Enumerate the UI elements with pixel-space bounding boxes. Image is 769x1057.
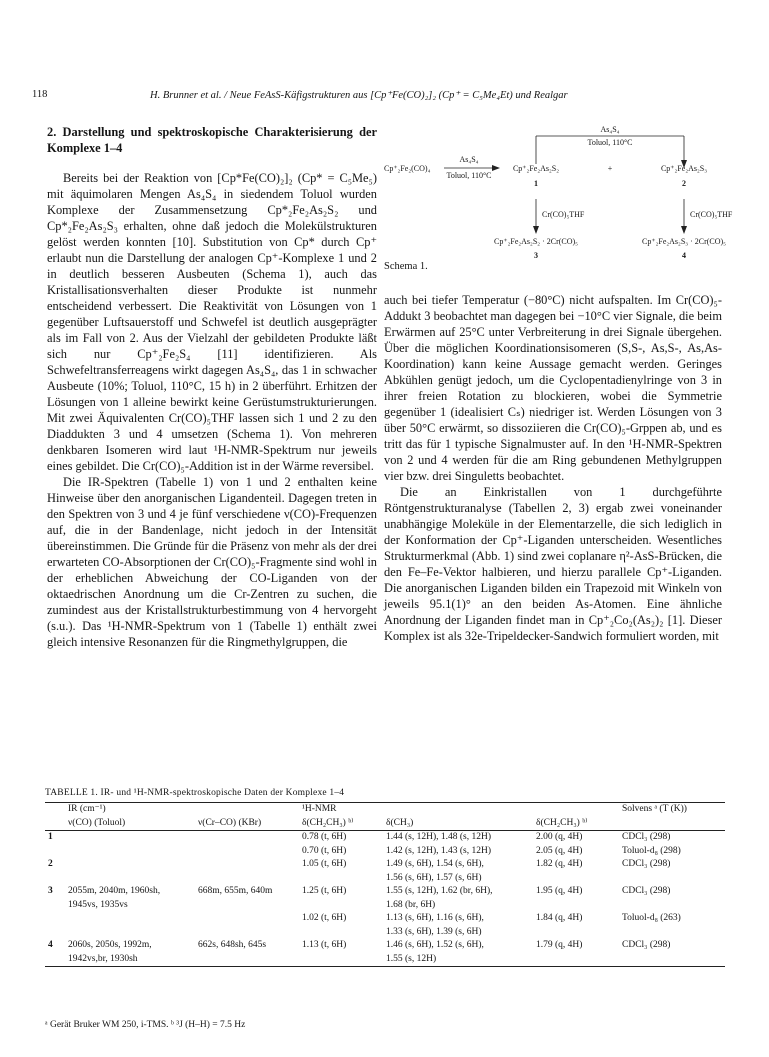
cell-id xyxy=(45,845,65,859)
table-header-solvent-sub xyxy=(619,817,725,831)
table-row xyxy=(45,831,725,845)
cell-solv: CDCl₃ (298) xyxy=(622,859,671,869)
cell-d3 xyxy=(533,926,619,940)
scheme-number-1: 1 xyxy=(534,179,538,188)
cell-nuco xyxy=(65,912,195,926)
table-header-nu-co: ν(CO) (Toluol) xyxy=(68,817,126,828)
cell-solv xyxy=(619,899,725,913)
cell-nuco: 1945vs, 1935vs xyxy=(68,899,128,910)
table-header-ch3: δ(CH₃) xyxy=(386,817,414,828)
left-column xyxy=(47,124,377,650)
table-row xyxy=(45,845,725,859)
cell-d1 xyxy=(299,953,383,967)
cell-nucrco xyxy=(195,845,299,859)
cell-nucrco xyxy=(195,858,299,872)
table-header-id xyxy=(45,817,65,831)
cell-id xyxy=(45,899,65,913)
cell-nuco: 1942vs,br, 1930sh xyxy=(68,953,138,964)
table-row xyxy=(45,939,725,953)
cell-d2: 1.13 (s, 6H), 1.16 (s, 6H), xyxy=(386,913,484,923)
cell-solv: Toluol-d₈ (298) xyxy=(622,845,681,856)
table-row xyxy=(45,858,725,872)
cell-nuco xyxy=(65,845,195,859)
cell-solv xyxy=(619,872,725,886)
table-footnote: ᵃ Gerät Bruker WM 250, i-TMS. ᵇ ³J (H–H) = 7.5 Hz xyxy=(45,1020,246,1030)
cell-nucrco xyxy=(195,912,299,926)
cell-d1: 1.05 (t, 6H) xyxy=(302,859,347,869)
table-group-solvent: Solvens ᵃ (T (K)) xyxy=(622,804,687,814)
cell-nuco xyxy=(65,872,195,886)
paragraph-right-1: auch bei tiefer Temperatur (−80°C) nicht aufspalten. Im Cr(CO)₅-Addukt 3 beobachtet man dagegen bei −10°C vier Signale, die beim Erwärmen auf 25°C unter Verbreiterung in drei Signale übergehen. Über die möglichen Koordinationsisomeren (S,S-, As,S-, As,As-Koordination) kann keine Aussage gemacht werden. Geringes Abkühlen genügt jedoch, um die Cyclopentadienylringe von 3 in ihrer freien Rotation zu blockieren, wobei die Symmetrie gegenüber 1 (idealisiert Cₛ) niedriger ist. Werden Lösungen von 3 über 50°C erwärmt, so dissoziieren die Cr(CO)₅-Grppen ab, und es tritt das für 1 typische Signalmuster auf. In den ¹H-NMR-Spektren von 2 und 4 werden für die am Ring gebundenen Methylgruppen vier bzw. drei Singuletts beobachtet. xyxy=(384,293,722,483)
cell-solv: CDCl₃ (298) xyxy=(622,886,671,896)
cell-d1: 1.02 (t, 6H) xyxy=(302,913,347,923)
cell-d3: 2.00 (q, 4H) xyxy=(536,832,583,842)
scheme-drawing xyxy=(384,124,733,264)
scheme-main-arrowhead xyxy=(492,165,500,171)
scheme-product-3: Cp⁺₂Fe₂As₂S₂ · 2Cr(CO)₅ xyxy=(494,237,578,246)
cell-d1: 1.13 (t, 6H) xyxy=(302,940,347,950)
scheme-cr-reagent-1: Cr(CO)₅THF xyxy=(542,210,585,219)
cell-d3: 1.79 (q, 4H) xyxy=(536,940,583,950)
cell-id xyxy=(45,926,65,940)
cell-nucrco xyxy=(195,953,299,967)
cell-d1 xyxy=(299,899,383,913)
cell-id xyxy=(45,953,65,967)
cell-nucrco xyxy=(195,926,299,940)
cell-d2: 1.46 (s, 6H), 1.52 (s, 6H), xyxy=(386,940,484,950)
cell-d3: 1.84 (q, 4H) xyxy=(536,913,583,923)
scheme-product-2: Cp⁺₂Fe₂As₂S₃ xyxy=(660,164,708,173)
cell-id: 1 xyxy=(48,832,53,842)
cell-nuco: 2060s, 2050s, 1992m, xyxy=(68,940,152,950)
table-row xyxy=(45,872,725,886)
scheme-start-compound: Cp⁺₂Fe₂(CO)₄ xyxy=(384,164,431,173)
cell-solv: CDCl₃ (298) xyxy=(622,940,671,950)
scheme-down-arrowhead-2 xyxy=(681,226,687,234)
cell-d2: 1.44 (s, 12H), 1.48 (s, 12H) xyxy=(386,832,492,842)
scheme-number-3: 3 xyxy=(534,251,538,260)
table-row xyxy=(45,953,725,967)
table-header-ch2: δ(CH₂CH₃) ᵇ⁾ xyxy=(536,817,588,828)
page-number: 118 xyxy=(32,89,48,100)
cell-d3: 1.95 (q, 4H) xyxy=(536,886,583,896)
cell-d2: 1.49 (s, 6H), 1.54 (s, 6H), xyxy=(386,859,484,869)
scheme-product-1: Cp⁺₂Fe₂As₂S₂ xyxy=(512,164,560,173)
cell-d2: 1.55 (s, 12H), 1.62 (br, 6H), xyxy=(386,886,493,896)
cell-d3: 2.05 (q, 4H) xyxy=(536,845,583,856)
cell-id: 3 xyxy=(48,886,53,896)
cell-d2: 1.68 (br, 6H) xyxy=(386,899,436,910)
paragraph-right-2: Die an Einkristallen von 1 durchgeführte Röntgenstrukturanalyse (Tabellen 2, 3) ergab zwei voneinander unabhängige Moleküle in der Elementarzelle, die sich lediglich in der Konformation der Cp⁺-Liganden unterscheiden. Wesentliches Strukturmerkmal (Abb. 1) sind zwei coplanare η²-AsS-Brücken, die den Fe–Fe-Vektor halbieren, und hierzu parallele Cp⁺-Liganden. Die anorganischen Liganden bilden ein Trapezoid mit Winkeln von jeweils 95.1(1)° an den beiden As-Atomen. Eine ähnliche Anordnung der Liganden findet man in Cp⁺₂Co₂(As₂)₂ [1]. Dieser Komplex ist als 32e-Tripeldecker-Sandwich formuliert worden, mit xyxy=(384,485,722,643)
cell-nuco xyxy=(65,831,195,845)
cell-nucrco xyxy=(195,831,299,845)
cell-d3 xyxy=(533,872,619,886)
paragraph-left-2: Die IR-Spektren (Tabelle 1) von 1 und 2 enthalten keine Hinweise über den anorganischen Ligandenteil. Dagegen treten in den Spektren von 3 und 4 je fünf verschiedene ν(CO)-Frequenzen auf, die in der Bandenlage, nicht jedoch in der Intensität übereinstimmen. Die Gründe für die Präsenz von mehr als der drei erwarteten CO-Absorptionen der Cr(CO)₅-Fragmente sind wohl in der erheblichen Abweichung der CO-Liganden von der oktaedrischen Anordnung um die Cr-Zentren zu suchen, die zumindest aus der Kristallstrukturbestimmung von 4 hervorgeht (s.u.). Das ¹H-NMR-Spektrum von 1 (Tabelle 1) enthält zwei gleich intensive Resonanzen für die Ringmethylgruppen, die xyxy=(47,475,377,649)
cell-solv: Toluol-d₈ (263) xyxy=(622,913,681,923)
scheme-product-4: Cp⁺₂Fe₂As₂S₃ · 2Cr(CO)₅ xyxy=(642,237,726,246)
cell-nuco: 2055m, 2040m, 1960sh, xyxy=(68,886,161,896)
table-row xyxy=(45,912,725,926)
table-group-nmr: ¹H-NMR xyxy=(302,804,337,814)
cell-nucrco: 662s, 648sh, 645s xyxy=(198,940,267,950)
table-header-ch2ch3: δ(CH₂CH₃) ᵇ⁾ xyxy=(302,817,354,828)
scheme-number-4: 4 xyxy=(682,251,686,260)
cell-d3: 1.82 (q, 4H) xyxy=(536,859,583,869)
scheme-down-arrowhead-1 xyxy=(533,226,539,234)
table-header-empty xyxy=(45,803,65,817)
cell-d2: 1.33 (s, 6H), 1.39 (s, 6H) xyxy=(386,926,482,937)
cell-nucrco: 668m, 655m, 640m xyxy=(198,886,273,896)
cell-id xyxy=(45,912,65,926)
cell-d3 xyxy=(533,953,619,967)
cell-nuco xyxy=(65,858,195,872)
cell-d1: 0.78 (t, 6H) xyxy=(302,832,347,842)
table-title: TABELLE 1. IR- und ¹H-NMR-spektroskopische Daten der Komplexe 1–4 xyxy=(45,788,345,798)
paragraph-left-1: Bereits bei der Reaktion von [Cp*Fe(CO)₂]₂ (Cp* = C₅Me₅) mit äquimolaren Mengen As₄S₄ in siedendem Toluol wurden Komplexe der Zusammensetzung Cp*₂Fe₂As₂S₂ und Cp*₂Fe₂As₂S₃ erhalten, ohne daß jedoch die Molekülstrukturen gelöst werden konnten [10]. Substitution von Cp* durch Cp⁺ erlaubt nun die Darstellung der analogen Cp⁺-Komplexe 1 und 2 in deutlich besseren Ausbeuten (Schema 1), auch das Kristallisationsverhalten dieser Produkte ist nunmehr entscheidend verbessert. Die Reaktivität von Lösungen von 1 gegenüber Luftsauerstoff und Schwefel ist deutlich ausgeprägter als im Fall von 2. Aus der Vielzahl der gebildeten Produkte läßt sich nur Cp⁺₂Fe₂S₄ [11] identifizieren. Als Schwefeltransferreagens wirkt dagegen As₄S₄, das 1 in schwacher Ausbeute (10%; Toluol, 110°C, 15 h) in 2 überführt. Erhitzen der Lösungen von 1 alleine bewirkt keine Gerüstumstrukturierungen. Mit zwei Äquivalenten Cr(CO)₅THF lassen sich 1 und 2 zu den Diaddukten 3 und 4 umsetzen (Schema 1). Von mehreren denkbaren Isomeren wird laut ¹H-NMR-Spektrum nur jeweils eines gebildet. Die Cr(CO)₅-Addition ist in der Wärme reversibel. xyxy=(47,171,377,473)
section-heading: 2. Darstellung und spektroskopische Charakterisierung der Komplexe 1–4 xyxy=(47,125,377,155)
cell-d2: 1.56 (s, 6H), 1.57 (s, 6H) xyxy=(386,872,482,883)
scheme-caption: Schema 1. xyxy=(384,261,428,272)
table-row xyxy=(45,899,725,913)
cell-d1: 1.25 (t, 6H) xyxy=(302,886,347,896)
cell-id: 4 xyxy=(48,940,53,950)
scheme-top-reagent: As₄S₄ xyxy=(600,125,620,134)
cell-d3 xyxy=(533,899,619,913)
scheme-top-condition: Toluol, 110°C xyxy=(587,138,633,147)
table-row xyxy=(45,926,725,940)
running-title: H. Brunner et al. / Neue FeAsS-Käfigstrukturen aus [Cp⁺Fe(CO)₂]₂ (Cp⁺ = C₅Me₄Et) und Realgar xyxy=(150,90,568,101)
scheme-cr-reagent-2: Cr(CO)₅THF xyxy=(690,210,733,219)
scheme-arrow-reagent: As₄S₄ xyxy=(459,155,479,164)
scheme-plus: + xyxy=(607,164,613,173)
nmr-ir-table xyxy=(45,802,725,967)
cell-nucrco xyxy=(195,872,299,886)
cell-id xyxy=(45,872,65,886)
cell-solv: CDCl₃ (298) xyxy=(622,832,671,842)
right-column xyxy=(384,292,722,644)
cell-solv xyxy=(619,926,725,940)
reaction-scheme xyxy=(384,124,733,274)
cell-id: 2 xyxy=(48,859,53,869)
table-row xyxy=(45,885,725,899)
scheme-number-2: 2 xyxy=(682,179,686,188)
cell-d2: 1.55 (s, 12H) xyxy=(386,953,437,964)
cell-nucrco xyxy=(195,899,299,913)
cell-solv xyxy=(619,953,725,967)
table-header-nu-crco: ν(Cr–CO) (KBr) xyxy=(198,817,262,828)
cell-nuco xyxy=(65,926,195,940)
table-group-ir: IR (cm⁻¹) xyxy=(68,804,106,814)
cell-d1 xyxy=(299,926,383,940)
cell-d2: 1.42 (s, 12H), 1.43 (s, 12H) xyxy=(386,845,492,856)
cell-d1: 0.70 (t, 6H) xyxy=(302,845,347,856)
cell-d1 xyxy=(299,872,383,886)
scheme-arrow-condition: Toluol, 110°C xyxy=(446,171,492,180)
